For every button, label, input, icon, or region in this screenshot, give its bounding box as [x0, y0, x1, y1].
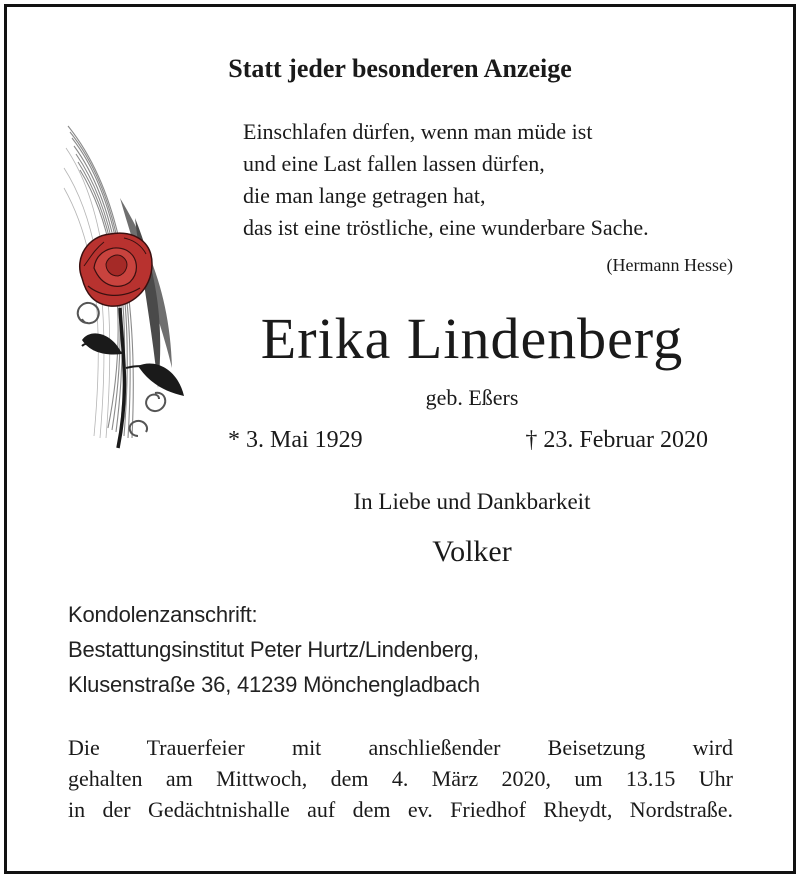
- death-date: † 23. Februar 2020: [525, 427, 708, 453]
- maiden-name: geb. Eßers: [425, 385, 519, 410]
- rose-icon: [60, 118, 195, 458]
- poem-line: Einschlafen dürfen, wenn man müde ist: [243, 119, 593, 144]
- poem-line: das ist eine tröstliche, eine wunderbare Sache.: [243, 215, 649, 240]
- condolence-label: Kondolenzanschrift:: [68, 602, 258, 627]
- notice-header: Statt jeder besonderen Anzeige: [228, 54, 572, 83]
- condolence-line: Bestattungsinstitut Peter Hurtz/Lindenberg,: [68, 637, 479, 662]
- service-line: gehalten am Mittwoch, dem 4. März 2020, um 13.15 Uhr: [68, 766, 733, 791]
- service-line: Die Trauerfeier mit anschließender Beisetzung wird: [68, 735, 733, 760]
- deceased-name: Erika Lindenberg: [260, 306, 684, 371]
- poem-author: (Hermann Hesse): [606, 255, 733, 275]
- condolence-address: [68, 597, 480, 702]
- service-line: in der Gedächtnishalle auf dem ev. Friedhof Rheydt, Nordstraße.: [68, 797, 733, 822]
- mourners-text: In Liebe und Dankbarkeit: [353, 489, 591, 514]
- service-info: [68, 732, 733, 825]
- poem-line: und eine Last fallen lassen dürfen,: [243, 151, 545, 176]
- poem-line: die man lange getragen hat,: [243, 183, 486, 208]
- condolence-line: Klusenstraße 36, 41239 Mönchengladbach: [68, 672, 480, 697]
- birth-date: * 3. Mai 1929: [228, 427, 363, 453]
- poem: [243, 116, 649, 244]
- mourner-name: Volker: [432, 535, 512, 568]
